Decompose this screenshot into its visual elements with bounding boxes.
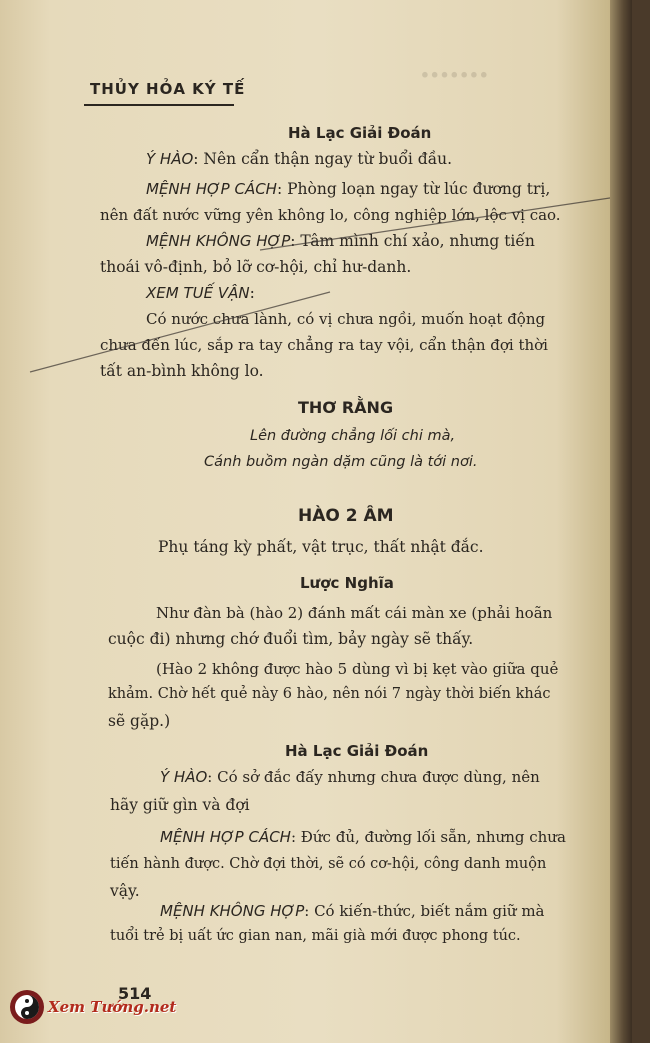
- y-hao-label: Ý HÀO: [146, 150, 194, 168]
- menh-hop-line: [160, 828, 566, 846]
- menh-hop-cont: nên đất nước vững yên không lo, công nghiệp lớn, lộc vị cao.: [100, 206, 561, 224]
- menh-hop-label: MỆNH HỢP CÁCH: [146, 180, 277, 198]
- bleed-through: ∙∙∙∙∙∙∙: [420, 62, 489, 86]
- menh-khong-cont: tuổi trẻ bị uất ức gian nan, mãi già mới được phong túc.: [110, 928, 521, 944]
- menh-khong-text: : Tâm mình chí xảo, nhưng tiến: [290, 232, 535, 250]
- running-header: THỦY HỎA KÝ TẾ: [90, 80, 246, 98]
- paragraph-line: khảm. Chờ hết quẻ này 6 hào, nên nói 7 ngày thời biến khác: [108, 686, 551, 702]
- xem-tue-line: XEM TUẾ VẬN:: [146, 284, 255, 302]
- menh-hop-cont: tiến hành được. Chờ đợi thời, sẽ có cơ-hội, công danh muộn: [110, 856, 547, 872]
- xem-tue-text-3: tất an-bình không lo.: [100, 362, 264, 380]
- menh-hop-text: : Đức đủ, đường lối sẵn, nhưng chưa: [290, 828, 566, 846]
- y-hao-text: : Nên cẩn thận ngay từ buổi đầu.: [193, 150, 453, 168]
- strike-line: [30, 292, 330, 372]
- menh-hop-cont: vậy.: [110, 882, 140, 900]
- menh-hop-text: : Phòng loạn ngay từ lúc đương trị,: [276, 180, 551, 198]
- menh-khong-label: MỆNH KHÔNG HỢP: [146, 232, 291, 250]
- paragraph-line: Như đàn bà (hào 2) đánh mất cái màn xe (phải hoãn: [156, 604, 553, 622]
- poem-title: THƠ RẰNG: [298, 398, 394, 417]
- xem-tue-text-2: chưa đến lúc, sắp ra tay chẳng ra tay vội, cẩn thận đợi thời: [100, 336, 548, 354]
- poem-line-2: Cánh buồm ngàn dặm cũng là tới nơi.: [204, 454, 478, 470]
- watermark-text: Xem Tướng.net: [48, 998, 177, 1016]
- paragraph-line: (Hào 2 không được hào 5 dùng vì bị kẹt vào giữa quẻ: [156, 660, 559, 678]
- luoc-nghia-heading: Lược Nghĩa: [300, 574, 394, 592]
- poem-line-1: Lên đường chẳng lối chi mà,: [250, 428, 456, 444]
- y-hao-cont: hãy giữ gìn và đợi: [110, 796, 250, 814]
- y-hao-text: : Có sở đắc đấy nhưng chưa được dùng, nên: [207, 768, 540, 786]
- hao-verse: Phụ táng kỳ phất, vật trục, thất nhật đắc.: [158, 538, 484, 556]
- hao-title: HÀO 2 ÂM: [298, 506, 394, 526]
- xem-tue-text-1: Có nước chưa lành, có vị chưa ngồi, muốn hoạt động: [146, 310, 546, 328]
- section-heading: Hà Lạc Giải Đoán: [285, 742, 429, 760]
- menh-khong-cont: thoái vô-định, bỏ lỡ cơ-hội, chỉ hư-danh.: [100, 258, 412, 276]
- y-hao-label: Ý HÀO: [160, 768, 208, 786]
- section-heading: Hà Lạc Giải Đoán: [288, 124, 432, 142]
- menh-khong-text: : Có kiến-thức, biết nắm giữ mà: [304, 902, 545, 920]
- menh-hop-label: MỆNH HỢP CÁCH: [160, 828, 291, 846]
- paragraph-line: cuộc đi) nhưng chớ đuổi tìm, bảy ngày sẽ thấy.: [108, 630, 474, 648]
- paragraph-line: sẽ gặp.): [108, 712, 171, 730]
- page-number: 514: [118, 984, 152, 1003]
- menh-khong-label: MỆNH KHÔNG HỢP: [160, 902, 305, 920]
- xem-tue-label: XEM TUẾ VẬN: [146, 284, 250, 302]
- watermark-logo: [10, 990, 176, 1024]
- book-spine-shadow: [610, 0, 632, 1043]
- menh-khong-line: [160, 902, 545, 920]
- yin-yang-icon: [10, 990, 44, 1024]
- y-hao-line: [160, 768, 540, 786]
- strike-line: [260, 195, 630, 250]
